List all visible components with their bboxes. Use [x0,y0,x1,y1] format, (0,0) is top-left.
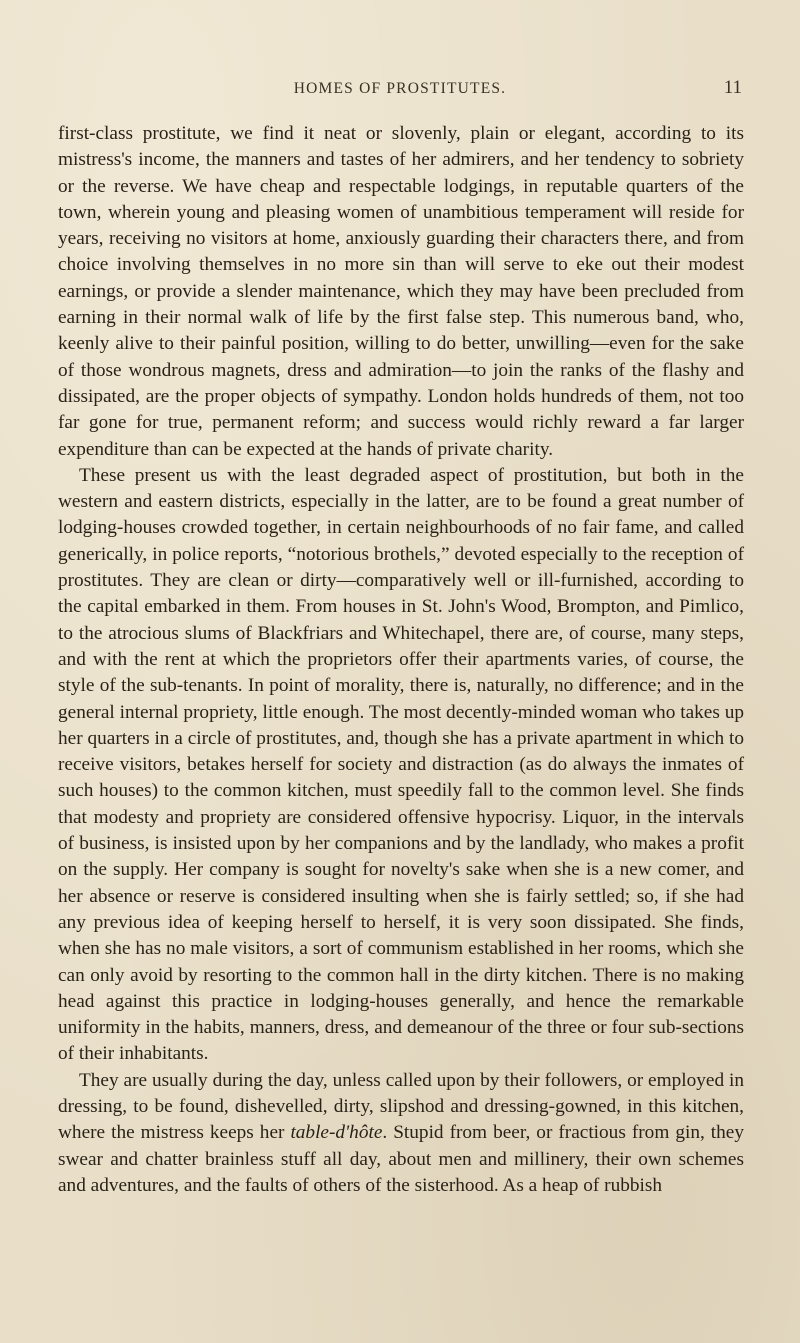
running-head [58,77,742,102]
italic-term: table-d'hôte [290,1122,383,1144]
running-title: HOMES OF PROSTITUTES. [293,80,507,97]
paragraph-2-text: These present us with the least degraded aspect of prostitution, but both in the western and eastern districts, especially in the latter, are to be found a great number of lodging-houses crowded together, in certain neighbourhoods of no fair fame, and called generically, in police reports, “notorious brothels,” devoted especially to the reception of prostitutes. They are clean or dirty—comparatively well or ill-furnished, according to the capital embarked in them. From houses in St. John's Wood, Brompton, and Pimlico, to the atrocious slums of Blackfriars and Whitechapel, there are, of course, many steps, and with the rent at which the proprietors offer their apartments varies, of course, the style of the sub-tenants. In point of morality, there is, naturally, no difference; and in the general internal propriety, little enough. The most decently-minded woman who takes up her quarters in a circle of prostitutes, and, though she has a private apartment in which to receive visitors, betakes herself for society and distraction (as do always the inmates of such houses) to the common kitchen, must speedily fall to the common level. She finds that modesty and propriety are considered offensive hypocrisy. Liquor, in the intervals of business, is insisted upon by her companions and by the landlady, who makes a profit on the supply. Her company is sought for novelty's sake when she is a new comer, and her absence or reserve is considered insulting when she is fairly settled; so, if she had any previous idea of keeping herself to herself, it is very soon dissipated. She finds, when she has no male visitors, a sort of communism established in her rooms, which she can only avoid by resorting to the common hall in the dirty kitchen. There is no making head against this practice in lodging-houses generally, and hence the remarkable uniformity in the habits, manners, dress, and demeanour of the three or four sub-sections of their inhabitants. [58,464,744,1065]
paragraph-2 [58,463,744,1068]
paragraph-1 [58,121,744,463]
body-text [58,121,744,1199]
paragraph-3 [58,1068,744,1199]
paragraph-3-text-start: They are usually during the day, unless called upon by their followers, or employed in dressing, to be found, dishevelled, dirty, slipshod and dressing-gowned, in this kitchen, where the mistress keeps her [58,1069,744,1144]
paragraph-3-text-end: . Stupid from beer, or fractious from gin, they swear and chatter brainless stuff all day, about men and millinery, their own schemes and adventures, and the faults of others of the sisterhood. As a heap of rubbish [58,1122,744,1196]
paragraph-1-text: first-class prostitute, we find it neat or slovenly, plain or elegant, according to its mistress's income, the manners and tastes of her admirers, and her tendency to sobriety or the reverse. We have cheap and respectable lodgings, in reputable quarters of the town, wherein young and pleasing women of unambitious temperament will reside for years, receiving no visitors at home, anxiously guarding their characters there, and from choice involving themselves in no more sin than will serve to eke out their modest earnings, or provide a slender maintenance, which they may have been precluded from earning in their normal walk of life by the first false step. This numerous band, who, keenly alive to their painful position, willing to do better, unwilling—even for the sake of those wondrous magnets, dress and admiration—to join the ranks of the flashy and dissipated, are the proper objects of sympathy. London holds hundreds of them, not too far gone for true, permanent reform; and success would richly reward a far larger expenditure than can be expected at the hands of private charity. [58,123,744,460]
page-number: 11 [723,77,742,98]
